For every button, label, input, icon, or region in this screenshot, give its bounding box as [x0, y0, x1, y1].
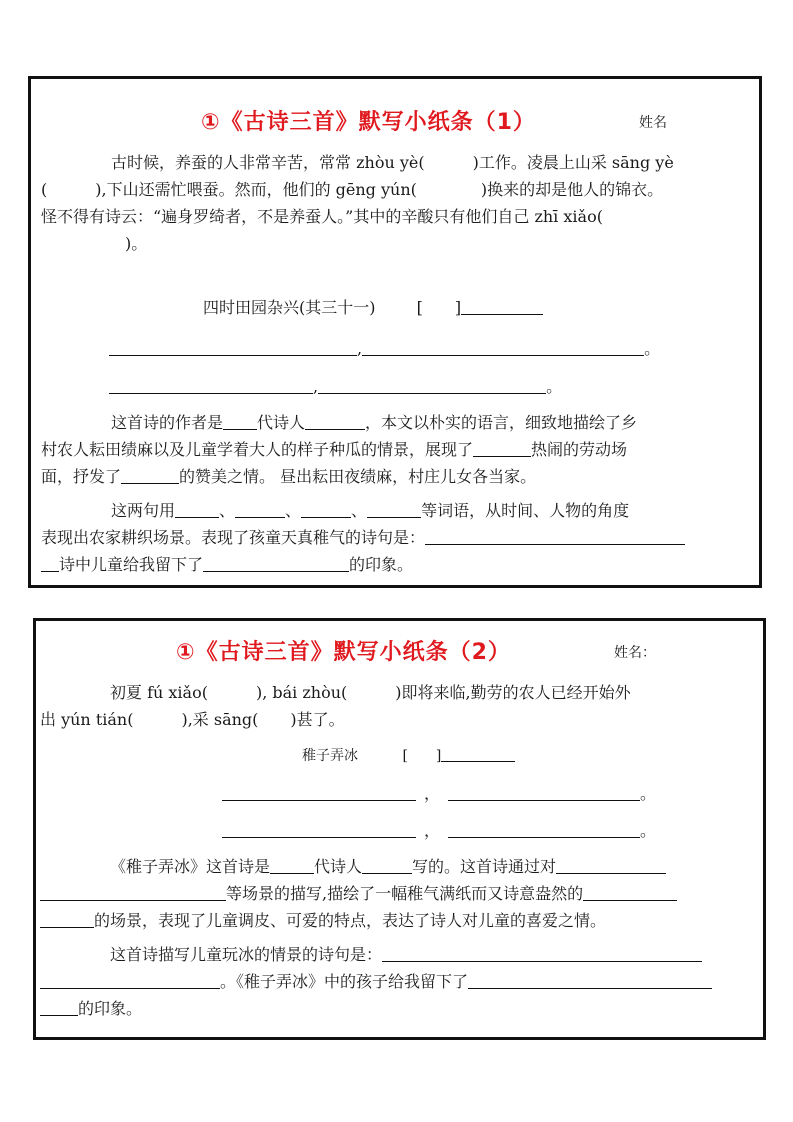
answer-blank[interactable]	[121, 465, 179, 484]
verse-blank[interactable]	[448, 819, 640, 838]
question-1: 这首诗的作者是 代诗人 ，本文以朴实的语言，细致地描绘了乡 村农人耘田绩麻以及儿童学着大人的样子种瓜的情景，展现了 热闹的劳动场 面，抒发了 的赞美之情。 昼出耘田夜绩麻，村庄儿女各当家。	[41, 413, 638, 486]
dictation-card-2	[33, 618, 766, 1040]
card-title: ①《古诗三首》默写小纸条（1）	[201, 110, 536, 135]
answer-blank[interactable]	[175, 499, 219, 518]
poem-title: 四时田园杂兴(其三十一)	[203, 298, 376, 317]
answer-blank[interactable]	[40, 997, 78, 1016]
answer-blank[interactable]	[468, 970, 712, 989]
poem-line-2: , 。	[109, 374, 562, 397]
author-blank[interactable]	[441, 743, 515, 762]
answer-blank[interactable]	[473, 438, 531, 457]
answer-blank[interactable]	[223, 411, 257, 430]
intro-paragraph: 古时候，养蚕的人非常辛苦，常常 zhòu yè( )工作。凌晨上山采 sāng yè ( ),下山还需忙喂蚕。然而，他们的 gēng yún( )换来的却是他人的锦衣。 怪不得有诗云：“遍身罗绮者，不是养蚕人。”其中的辛酸只有他们自己 zhī xiǎo( )。	[41, 153, 674, 253]
question-2: 这两句用 、 、 、 等词语，从时间、人物的角度 表现出农家耕织场景。表现了孩童天真稚气的诗句是： 诗中儿童给我留下了 的印象。	[41, 497, 747, 578]
answer-blank[interactable]	[235, 499, 285, 518]
verse-blank[interactable]	[222, 819, 416, 838]
answer-blank[interactable]	[367, 499, 421, 518]
question-1: 《稚子弄冰》这首诗是 代诗人 写的。这首诗通过对 等场景的描写,描绘了一幅稚气满纸而又诗意盎然的 的场景，表现了儿童调皮、可爱的特点，表达了诗人对儿童的喜爱之情。	[40, 853, 751, 934]
answer-blank[interactable]	[362, 855, 412, 874]
poem-line-1: , 。	[109, 336, 660, 359]
poem-line-2: ， 。	[222, 818, 656, 841]
answer-blank[interactable]	[203, 553, 349, 572]
verse-blank[interactable]	[222, 782, 416, 801]
poem-title: 稚子弄冰	[302, 748, 358, 764]
verse-blank[interactable]	[109, 375, 313, 394]
answer-blank[interactable]	[40, 909, 94, 928]
answer-blank[interactable]	[583, 882, 677, 901]
poem-heading	[302, 743, 515, 765]
answer-blank[interactable]	[425, 526, 685, 545]
answer-blank[interactable]	[40, 970, 220, 989]
answer-blank[interactable]	[270, 855, 314, 874]
dynasty-bracket: [ ]	[402, 748, 442, 764]
answer-blank[interactable]	[382, 943, 702, 962]
poem-heading	[203, 295, 543, 318]
name-label: 姓名：	[614, 645, 656, 661]
verse-blank[interactable]	[109, 337, 357, 356]
poem-line-1: ， 。	[222, 781, 656, 804]
question-2: 这首诗描写儿童玩冰的情景的诗句是： 。《稚子弄冰》中的孩子给我留下了 的印象。	[40, 941, 751, 1022]
answer-blank[interactable]	[301, 499, 351, 518]
intro-paragraph: 初夏 fú xiǎo( ), bái zhòu( )即将来临,勤劳的农人已经开始外 出 yún tián( ),采 sāng( )甚了。	[40, 683, 631, 729]
name-label: 姓名	[639, 115, 667, 131]
verse-blank[interactable]	[362, 337, 644, 356]
answer-blank[interactable]	[305, 411, 365, 430]
verse-blank[interactable]	[318, 375, 546, 394]
verse-blank[interactable]	[448, 782, 640, 801]
card-title: ①《古诗三首》默写小纸条（2）	[176, 640, 511, 665]
dynasty-bracket: [ ]	[416, 298, 462, 317]
answer-blank[interactable]	[556, 855, 666, 874]
answer-blank[interactable]	[40, 882, 226, 901]
dictation-card-1	[28, 76, 762, 588]
answer-blank[interactable]	[41, 553, 59, 572]
author-blank[interactable]	[461, 296, 543, 315]
